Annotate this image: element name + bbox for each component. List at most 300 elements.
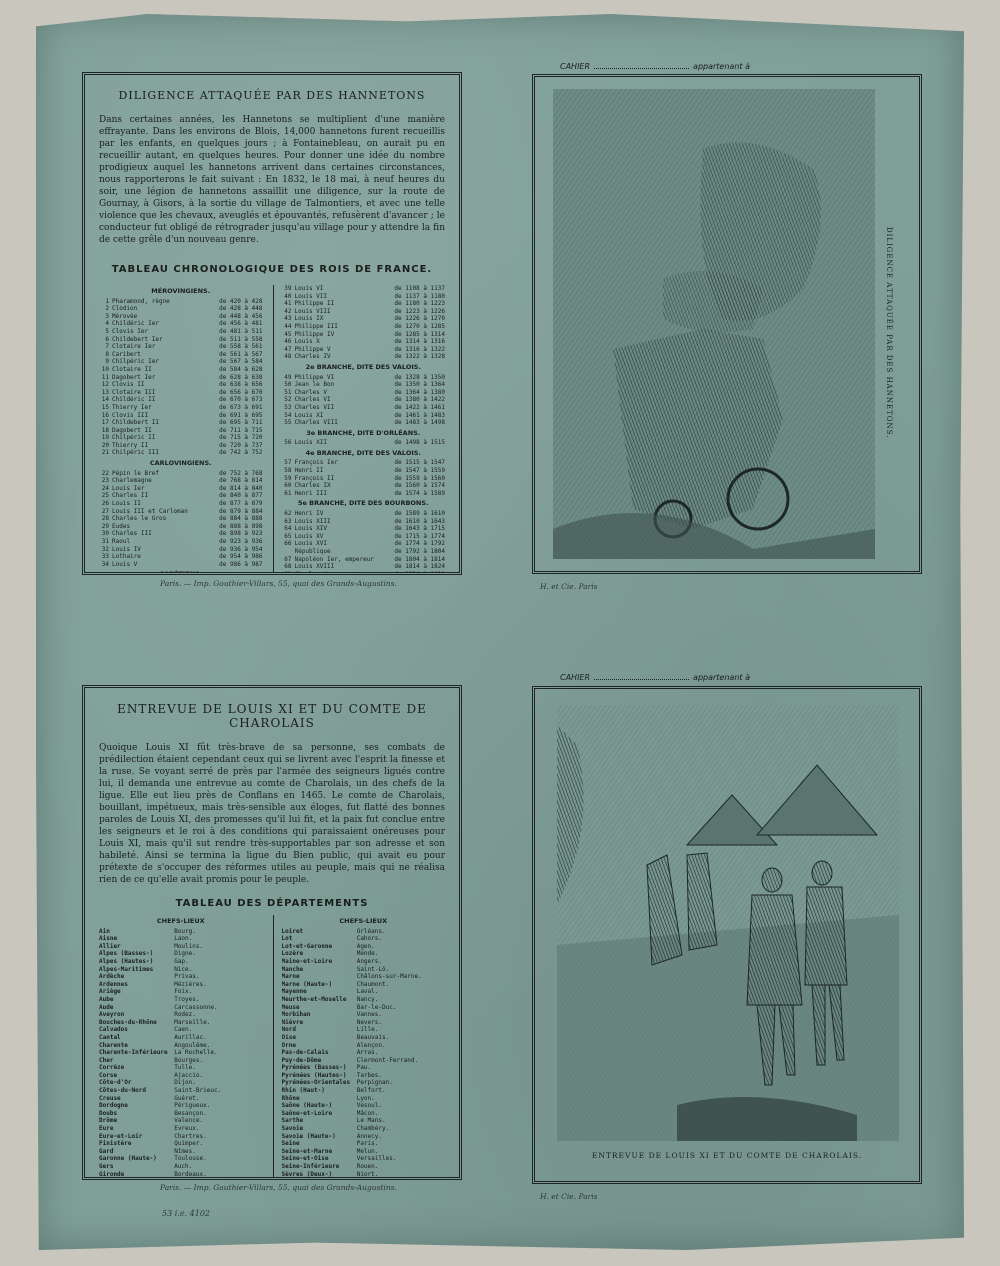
- king-number: 24: [101, 484, 109, 492]
- dynasty-heading: CARLOVINGIENS.: [149, 459, 212, 468]
- department-capital: Privas.: [174, 973, 200, 981]
- department-capital: Vannes.: [356, 1011, 382, 1019]
- king-dates: de 420 à 428: [219, 297, 263, 305]
- department-capital: Mende.: [356, 950, 379, 958]
- department-capital: Angers.: [356, 957, 382, 965]
- king-dates: de 1223 à 1226: [394, 307, 445, 315]
- king-row: [99, 553, 263, 561]
- department-name: Creuse: [99, 1094, 121, 1102]
- king-row: [282, 571, 446, 575]
- king-row: [99, 427, 263, 435]
- branch-note: 5e BRANCHE, DITE DES BOURBONS.: [297, 499, 429, 508]
- department-row: [282, 1064, 446, 1072]
- king-name: Louis XVI: [294, 540, 328, 548]
- department-capital: Beauvais.: [356, 1033, 390, 1041]
- story-title-hannetons: DILIGENCE ATTAQUÉE PAR DES HANNETONS: [118, 89, 426, 102]
- king-row: [99, 442, 263, 450]
- king-dates: de 1498 à 1515: [394, 439, 445, 447]
- department-capital: Foix.: [174, 988, 193, 996]
- king-name: Charles IV: [294, 353, 331, 361]
- king-dates: de 1226 à 1270: [394, 315, 445, 323]
- cahier-line-top: [560, 62, 750, 71]
- department-row: [282, 996, 446, 1004]
- king-row: [282, 412, 446, 420]
- cahier-owner-label: appartenant à: [693, 62, 750, 71]
- department-capital: Valence.: [174, 1117, 204, 1125]
- king-dates: de 558 à 561: [219, 343, 263, 351]
- department-row: [282, 981, 446, 989]
- king-number: 21: [101, 449, 109, 457]
- king-number: 3: [105, 312, 109, 320]
- department-row: [99, 1042, 263, 1050]
- department-name: Seine-et-Oise: [281, 1155, 329, 1163]
- king-number: 2: [105, 305, 109, 313]
- department-row: [282, 1155, 446, 1163]
- picture-panel-diligence: [532, 74, 922, 574]
- department-capital: Bordeaux.: [174, 1170, 207, 1178]
- king-dates: de 456 à 481: [219, 320, 263, 328]
- king-dates: de 1574 à 1589: [394, 489, 445, 497]
- chefs-lieux-heading: CHEFS-LIEUX: [339, 917, 388, 925]
- king-number: 49: [284, 373, 292, 381]
- king-row: [282, 331, 446, 339]
- king-number: 30: [101, 530, 109, 538]
- king-name: Louis XI: [294, 411, 324, 419]
- king-dates: de 1461 à 1483: [394, 411, 445, 419]
- department-row: [282, 1057, 446, 1065]
- department-row: [282, 1011, 446, 1019]
- king-dates: de 1792 à 1804: [394, 548, 445, 555]
- king-dates: de 1804 à 1814: [394, 555, 445, 563]
- department-capital: Guéret.: [174, 1094, 200, 1102]
- department-capital: Annecy.: [356, 1132, 382, 1140]
- king-name: Philippe III: [294, 322, 338, 330]
- cahier-label: CAHIER: [560, 62, 591, 71]
- king-row: [282, 419, 446, 427]
- department-name: Aveyron: [99, 1011, 125, 1019]
- department-capital: Châlons-sur-Marne.: [356, 973, 422, 981]
- king-number: 66: [284, 540, 292, 548]
- department-capital: Chambéry.: [356, 1125, 390, 1133]
- king-dates: de 1180 à 1223: [394, 300, 445, 308]
- king-name: Clotaire Ier: [112, 343, 156, 351]
- department-row: [99, 1079, 263, 1087]
- king-name: Louis VII: [294, 292, 328, 300]
- department-row: [282, 1171, 446, 1179]
- department-row: [99, 935, 263, 943]
- king-dates: de 1322 à 1328: [394, 353, 445, 361]
- king-dates: de 656 à 670: [219, 388, 263, 396]
- cahier-owner-label: appartenant à: [693, 673, 750, 682]
- king-row: [282, 459, 446, 467]
- dynasty-heading: MÉROVINGIENS.: [151, 287, 211, 295]
- imprint-top: Paris. — Imp. Gouthier-Villars, 55, quai des Grands-Augustins.: [160, 579, 397, 588]
- departments-column-left: [99, 915, 263, 1180]
- king-number: 32: [101, 545, 109, 553]
- department-row: [99, 1102, 263, 1110]
- department-name: Calvados: [99, 1026, 128, 1034]
- king-dates: de 711 à 715: [219, 426, 263, 434]
- department-name: Eure: [99, 1125, 114, 1133]
- king-name: Louis VIII: [294, 307, 331, 315]
- department-name: Bouches-du-Rhône: [99, 1018, 157, 1026]
- department-row: [282, 935, 446, 943]
- department-row: [99, 988, 263, 996]
- king-name: Philippe V: [294, 345, 331, 353]
- department-name: Marne (Haute-): [281, 980, 333, 988]
- department-name: Meuse: [281, 1003, 300, 1011]
- department-capital: Dijon.: [174, 1079, 196, 1087]
- king-row: [282, 467, 446, 475]
- department-name: Loiret: [281, 927, 304, 935]
- king-name: Louis IV: [112, 545, 141, 553]
- king-number: 33: [101, 553, 109, 561]
- king-row: [282, 374, 446, 382]
- department-row: [99, 1004, 263, 1012]
- department-capital: Arras.: [356, 1049, 379, 1057]
- king-dates: de 1380 à 1422: [394, 396, 445, 404]
- department-capital: Lille.: [356, 1026, 379, 1034]
- king-name: Louis XIV: [294, 525, 328, 533]
- department-row: [99, 1125, 263, 1133]
- king-dates: de 752 à 768: [219, 469, 263, 477]
- department-capital: Alençon.: [356, 1041, 386, 1049]
- king-name: Dagobert Ier: [112, 373, 156, 381]
- department-capital: Laon.: [174, 935, 193, 943]
- imprint-bottom: Paris. — Imp. Gauthier-Villars, 55, quai des Grands-Augustins.: [160, 1183, 397, 1192]
- department-capital: Moulins.: [174, 942, 204, 950]
- department-row: [99, 1163, 263, 1171]
- department-row: [282, 928, 446, 936]
- department-row: [282, 943, 446, 951]
- caption-charolais: ENTREVUE DE LOUIS XI ET DU COMTE DE CHAROLAIS.: [591, 1151, 863, 1160]
- king-number: 47: [284, 345, 292, 353]
- king-dates: de 673 à 691: [219, 403, 263, 411]
- king-name: Charles X: [294, 570, 328, 575]
- king-name: Charles VIII: [294, 419, 338, 427]
- branch-note: 3e BRANCHE, DITE D'ORLÉANS.: [306, 428, 421, 437]
- department-name: Ardennes: [99, 980, 128, 988]
- departments-column-right: [273, 915, 446, 1180]
- department-row: [282, 1079, 446, 1087]
- department-capital: Digne.: [174, 950, 196, 958]
- department-capital: Bar-le-Duc.: [356, 1003, 397, 1011]
- department-name: Côtes-du-Nord: [99, 1087, 146, 1095]
- department-capital: Tarbes.: [356, 1071, 382, 1079]
- department-capital: Chartres.: [174, 1132, 207, 1140]
- king-row: [99, 298, 263, 306]
- department-row: [99, 1019, 263, 1027]
- pencil-inventory-note: 53 i.e. 4102: [162, 1209, 211, 1218]
- king-row: [282, 490, 446, 498]
- department-capital: Perpignan.: [356, 1079, 393, 1087]
- king-dates: de 584 à 628: [219, 365, 263, 373]
- king-number: 40: [284, 292, 292, 300]
- department-row: [99, 1064, 263, 1072]
- department-capital: Rouen.: [356, 1163, 379, 1170]
- king-row: [282, 475, 446, 483]
- king-row: [99, 313, 263, 321]
- department-capital: Melun.: [356, 1147, 379, 1155]
- engraving-diligence: [553, 89, 875, 559]
- king-number: 44: [284, 322, 292, 330]
- department-name: Savoie (Haute-): [281, 1132, 336, 1140]
- departments-table: [99, 915, 445, 1180]
- department-row: [99, 958, 263, 966]
- king-dates: de 1774 à 1792: [394, 540, 445, 548]
- department-capital: Saint-Lô.: [356, 965, 390, 973]
- king-number: 59: [284, 474, 292, 482]
- king-name: Childebert Ier: [112, 335, 163, 343]
- king-number: 48: [284, 353, 292, 361]
- king-name: Clodion: [112, 305, 138, 313]
- king-name: Childéric II: [112, 396, 156, 404]
- department-capital: La Rochelle.: [174, 1049, 218, 1057]
- king-number: 6: [105, 335, 109, 343]
- king-dates: de 1328 à 1350: [394, 373, 445, 381]
- king-row: [99, 523, 263, 531]
- king-dates: de 670 à 673: [219, 396, 263, 404]
- king-number: 63: [284, 517, 292, 525]
- department-row: [282, 1125, 446, 1133]
- king-row: [282, 404, 446, 412]
- king-row: [99, 351, 263, 359]
- department-capital: Belfort.: [356, 1087, 386, 1095]
- credit-charolais: H. et Cie. Paris: [540, 1192, 598, 1201]
- department-name: Charente: [99, 1041, 128, 1049]
- department-row: [282, 1095, 446, 1103]
- king-row: [99, 328, 263, 336]
- king-number: 7: [105, 343, 109, 351]
- king-dates: de 986 à 987: [219, 560, 263, 568]
- king-row: [99, 419, 263, 427]
- king-row: [282, 510, 446, 518]
- department-name: Gard: [99, 1147, 114, 1155]
- branch-note: 4e BRANCHE, DITE DES VALOIS.: [305, 448, 421, 457]
- king-number: 19: [101, 434, 109, 442]
- department-row: [282, 1049, 446, 1057]
- king-name: Chilpéric II: [112, 434, 156, 442]
- king-dates: de 877 à 879: [219, 500, 263, 508]
- king-number: 42: [284, 307, 292, 315]
- department-name: Seine: [281, 1140, 300, 1148]
- department-row: [282, 1110, 446, 1118]
- department-capital: Mâcon.: [356, 1109, 379, 1117]
- king-dates: de 428 à 448: [219, 305, 263, 313]
- king-name: Louis XV: [294, 532, 324, 540]
- department-name: Allier: [99, 942, 121, 950]
- departments-table-title: TABLEAU DES DÉPARTEMENTS: [175, 898, 369, 909]
- king-row: [282, 548, 446, 556]
- department-name: Aube: [99, 995, 114, 1003]
- department-row: [282, 1102, 446, 1110]
- department-capital: Gap.: [174, 957, 189, 965]
- story-title-charolais: ENTREVUE DE LOUIS XI ET DU COMTE DE CHAROLAIS: [117, 702, 427, 730]
- king-name: Charles VII: [294, 403, 335, 411]
- king-name: Charles V: [294, 388, 328, 396]
- king-number: 10: [101, 365, 109, 373]
- king-number: 39: [284, 285, 292, 292]
- department-capital: Ajaccio.: [174, 1071, 204, 1079]
- kings-column-right: [273, 285, 446, 575]
- department-name: Gironde: [99, 1170, 125, 1178]
- branch-note: 2e BRANCHE, DITE DES VALOIS.: [305, 362, 421, 371]
- king-row: [282, 533, 446, 541]
- king-row: [99, 470, 263, 478]
- department-capital: Cahors.: [356, 935, 382, 943]
- king-name: Philippe II: [294, 300, 335, 308]
- kings-table-title: TABLEAU CHRONOLOGIQUE DES ROIS DE FRANCE.: [111, 264, 433, 275]
- king-name: Charles III: [112, 530, 152, 538]
- king-number: 45: [284, 330, 292, 338]
- department-name: Alpes (Basses-): [99, 950, 154, 958]
- king-number: 14: [101, 396, 109, 404]
- king-number: 1: [105, 297, 109, 305]
- department-capital: [174, 1178, 262, 1180]
- king-dates: de 1422 à 1461: [394, 403, 445, 411]
- department-capital: Paris.: [356, 1140, 379, 1148]
- cahier-label: CAHIER: [560, 673, 591, 682]
- king-name: Louis Ier: [112, 484, 145, 492]
- king-number: 18: [101, 426, 109, 434]
- department-name: Rhône: [281, 1094, 300, 1102]
- department-row: [282, 1019, 446, 1027]
- department-name: Lozère: [281, 950, 304, 958]
- king-number: 41: [284, 300, 292, 308]
- department-row: [99, 1072, 263, 1080]
- king-row: [282, 439, 446, 447]
- king-name: Henri II: [294, 467, 324, 475]
- king-number: 17: [101, 419, 109, 427]
- king-dates: de 561 à 567: [219, 350, 263, 358]
- department-row: [282, 1178, 446, 1180]
- king-dates: de 898 à 923: [219, 530, 263, 538]
- department-name: Savoie: [281, 1125, 304, 1133]
- king-number: 16: [101, 411, 109, 419]
- king-name: République: [294, 548, 331, 555]
- department-row: [99, 1171, 263, 1179]
- department-row: [282, 950, 446, 958]
- king-row: [99, 500, 263, 508]
- king-dates: de 1643 à 1715: [394, 525, 445, 533]
- department-name: Pyrénées (Hautes-): [281, 1071, 347, 1079]
- king-number: 28: [101, 515, 109, 523]
- department-capital: Angoulême.: [174, 1041, 211, 1049]
- king-number: 57: [284, 459, 292, 467]
- department-name: Nord: [281, 1026, 296, 1034]
- king-row: [282, 556, 446, 564]
- king-row: [99, 412, 263, 420]
- department-capital: Laval.: [356, 988, 379, 996]
- king-row: [282, 346, 446, 354]
- king-dates: de 1316 à 1322: [394, 345, 445, 353]
- king-number: 64: [284, 525, 292, 533]
- department-row: [99, 973, 263, 981]
- department-name: Maine-et-Loire: [281, 957, 333, 965]
- department-capital: Agen.: [356, 942, 375, 950]
- department-capital: Clermont-Ferrand.: [356, 1056, 419, 1064]
- king-number: 53: [284, 403, 292, 411]
- king-name: Caribert: [112, 350, 141, 358]
- king-number: 22: [101, 469, 109, 477]
- king-row: [282, 482, 446, 490]
- department-name: Sèvres (Deux-): [281, 1170, 333, 1178]
- king-name: Henri III: [294, 489, 328, 497]
- king-dates: de 638 à 656: [219, 381, 263, 389]
- department-name: Ariège: [99, 988, 121, 996]
- department-capital: Vesoul.: [356, 1102, 382, 1110]
- department-row: [282, 1163, 446, 1171]
- king-number: 23: [101, 477, 109, 485]
- king-number: 12: [101, 381, 109, 389]
- department-capital: Troyes.: [174, 995, 200, 1003]
- king-row: [99, 396, 263, 404]
- department-capital: Auch.: [174, 1163, 193, 1170]
- king-number: 11: [101, 373, 109, 381]
- king-dates: de 1515 à 1547: [394, 459, 445, 467]
- king-name: Thierry Ier: [112, 403, 152, 411]
- king-row: [282, 315, 446, 323]
- story-panel-charolais: [82, 685, 462, 1180]
- king-name: Louis V: [112, 560, 138, 568]
- king-name: Charlemagne: [112, 477, 152, 485]
- department-capital: Bourg.: [174, 927, 196, 935]
- king-number: 26: [101, 500, 109, 508]
- department-name: Pyrénées-Orientales: [281, 1079, 351, 1087]
- department-name: Eure-et-Loir: [99, 1132, 143, 1140]
- king-row: [99, 561, 263, 569]
- king-row: [99, 477, 263, 485]
- department-name: Sarthe: [281, 1117, 304, 1125]
- department-name: Seine-Inférieure: [281, 1163, 340, 1170]
- king-row: [99, 320, 263, 328]
- king-dates: de 691 à 695: [219, 411, 263, 419]
- king-row: [99, 485, 263, 493]
- department-name: Dordogne: [99, 1102, 128, 1110]
- king-name: Childebert II: [112, 419, 159, 427]
- king-number: 65: [284, 532, 292, 540]
- department-row: [282, 1087, 446, 1095]
- kings-column-left: [99, 285, 263, 575]
- department-name: Corse: [99, 1071, 118, 1079]
- department-row: [99, 966, 263, 974]
- king-dates: de 1589 à 1610: [394, 510, 445, 518]
- department-capital: Carcassonne.: [174, 1003, 218, 1011]
- king-number: 4: [105, 320, 109, 328]
- king-number: 5: [105, 327, 109, 335]
- department-row: [99, 1178, 263, 1180]
- department-name: [99, 1178, 174, 1180]
- department-name: Drôme: [99, 1117, 118, 1125]
- king-row: [99, 336, 263, 344]
- king-name: Louis II: [112, 500, 141, 508]
- department-row: [99, 1155, 263, 1163]
- department-row: [99, 1110, 263, 1118]
- department-row: [282, 1042, 446, 1050]
- king-name: Louis X: [294, 338, 320, 346]
- king-row: [99, 389, 263, 397]
- king-dates: de 923 à 936: [219, 538, 263, 545]
- department-capital: Lyon.: [356, 1094, 375, 1102]
- king-name: Philippe VI: [294, 373, 335, 381]
- department-capital: Mézières.: [174, 980, 207, 988]
- king-row: [99, 449, 263, 457]
- department-capital: Chaumont.: [356, 980, 390, 988]
- king-row: [282, 353, 446, 361]
- department-capital: Nice.: [174, 965, 193, 973]
- king-name: Chilpéric Ier: [112, 358, 159, 366]
- department-name: Marne: [281, 973, 300, 981]
